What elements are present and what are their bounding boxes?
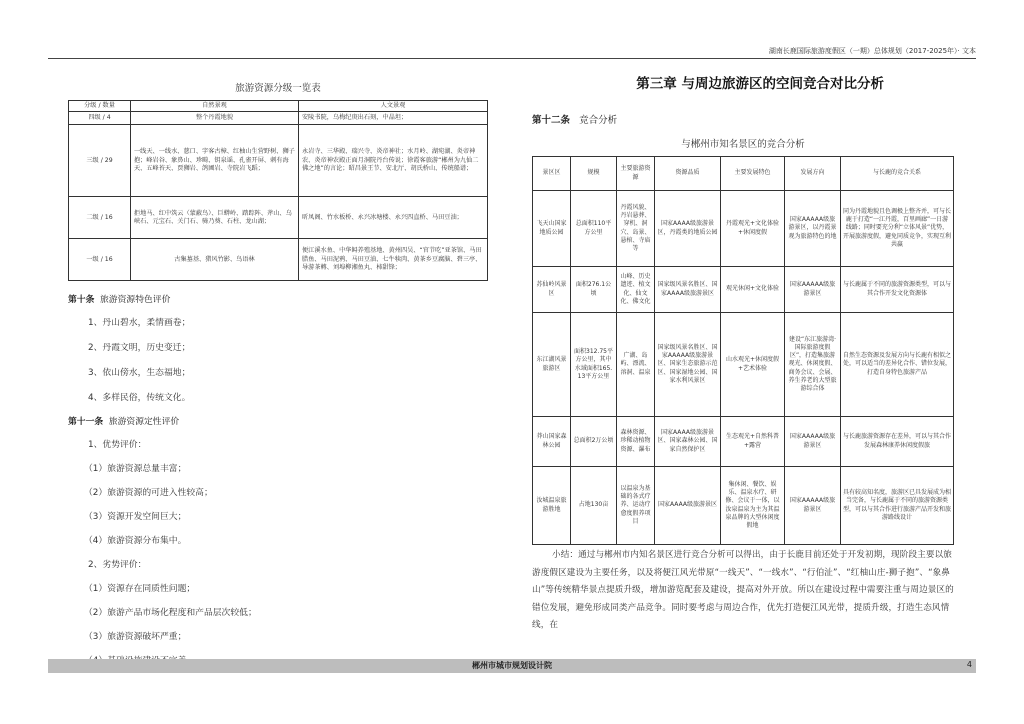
table-header: 主要旅游资源 bbox=[617, 157, 655, 191]
level-cell: 三级 / 29 bbox=[69, 125, 131, 197]
level-cell: 四级 / 4 bbox=[69, 112, 131, 125]
table-cell: 国家AAAA级旅游景区、国家森林公园、国家自然保护区 bbox=[655, 417, 721, 467]
table-cell: 国家AAAAA级旅游景区 bbox=[785, 267, 841, 313]
article-12-heading bbox=[532, 112, 954, 126]
article-number: 第十一条 bbox=[68, 417, 104, 428]
table-header: 发展方向 bbox=[785, 157, 841, 191]
table-cell: 面积312.75平方公里，其中水域面积165.13平方公里 bbox=[571, 313, 617, 417]
article-10-heading bbox=[68, 289, 488, 311]
article-number: 第十条 bbox=[68, 295, 95, 306]
right-page bbox=[532, 62, 954, 635]
table-cell: 与长鹿属于不同的旅游资源类型，可以与其合作开发文化资源体 bbox=[841, 267, 954, 313]
list-item: （3）旅游资源破坏严重； bbox=[84, 632, 187, 643]
table-row bbox=[533, 417, 954, 467]
table-header: 资源品质 bbox=[655, 157, 721, 191]
natural-cell: 拒地马、红中筑云（蒙蔽鸟）、巨蟒岭、踏踪阵、斧山、乌峡石、元宝石、关门石、骑乃葵、石柱、龙山湖； bbox=[131, 197, 299, 239]
table-header: 分级 / 数量 bbox=[69, 101, 131, 112]
footer-institute: 郴州市城市规划设计院 bbox=[472, 661, 552, 670]
article-10 bbox=[68, 289, 488, 411]
table-cell: 面积276.1公顷 bbox=[571, 267, 617, 313]
table-cell: 国家级风景名胜区、国家AAAA级旅游景区 bbox=[655, 267, 721, 313]
natural-cell: 整个丹霞地貌 bbox=[131, 112, 299, 125]
table-row bbox=[533, 267, 954, 313]
chapter-title: 第三章 与周边旅游区的空间竞合对比分析 bbox=[636, 76, 884, 92]
table-cell: 与长鹿旅游资源存在差异，可以与其合作发展森林康养休闲度假旅 bbox=[841, 417, 954, 467]
article-11 bbox=[68, 411, 488, 673]
article-title: 竞合分析 bbox=[579, 115, 618, 126]
table-cell: 山峰、历史遗迹、植文化、仙文化、佛文化 bbox=[617, 267, 655, 313]
table-header: 与长鹿的竞合关系 bbox=[841, 157, 954, 191]
table-cell: 丹霞观光+文化体验+休闲度假 bbox=[721, 191, 785, 267]
table-cell: 莽山国家森林公园 bbox=[533, 417, 571, 467]
list-item: 1、丹山碧水，柔情画卷； bbox=[88, 318, 191, 329]
cultural-cell: 永岩寺、三华殿、瑞兴寺、炎帝神社；水月岭、湖宛湖、炎帝神农、炎帝神农殿正面月洞院丹台传说；徐霞客旅游“郴州为九仙二佛之地”的言论；昭昌景王节、安北厅、胡氏桥山、传统船谱； bbox=[299, 125, 488, 197]
table-row bbox=[69, 239, 488, 281]
level-cell: 一级 / 16 bbox=[69, 239, 131, 281]
summary-paragraph: 小结：通过与郴州市内知名景区进行竞合分析可以得出，由于长鹿目前还处于开发初期，现阶段主要以旅游度假区建设为主要任务，以及将便江风光带原“一线天”、“一线水”、“行伯沚”、“红柚山庄-狮子抱”、“象鼻山”等传统精华景点提质升级，增加游览配套及建设，提高对外开放。所以在建设过程中需要注重与周边景区的错位发展，避免形成同类产品竞争。同时要考虑与周边合作，优先打造便江风光带，提质升级，打造生态风情线，在 bbox=[532, 550, 954, 631]
header-divider bbox=[48, 58, 976, 59]
table-cell: 生态观光+自然科普+露营 bbox=[721, 417, 785, 467]
subsection-title: 2、劣势评价： bbox=[88, 560, 147, 571]
table-cell: 具有较高知名度，旅游区已具发展成为相当完备，与长鹿属于不同的旅游资源类型，可以与其合作进行旅游产品开发和旅游路线设计 bbox=[841, 467, 954, 545]
list-item: 3、依山傍水，生态福地； bbox=[88, 368, 191, 379]
left-page bbox=[68, 62, 488, 673]
table-cell: 以温泉为基础的各式疗养、运动疗愈度假养项目 bbox=[617, 467, 655, 545]
cultural-cell: 安陵书院，乌梅纪庚出石刻，中晶坦； bbox=[299, 112, 488, 125]
page-number: 4 bbox=[966, 660, 972, 669]
table-header: 人文景观 bbox=[299, 101, 488, 112]
natural-cell: 一线天、一线水、慈口、字客古樟、红柚山生营野树、狮子抱；峰岩谷、象鼻山、珍畸、钥泉谣、孔雀开屏、刺有海天、五峰苔天、贾狮岩、鸽圃岩、寺院岩飞蹈； bbox=[131, 125, 299, 197]
resource-grade-table bbox=[68, 100, 488, 281]
table-cell: 广湖、岛屿、漂流、溶洞、温泉 bbox=[617, 313, 655, 417]
list-item: （1）旅游资源总量丰富； bbox=[84, 464, 187, 475]
cultural-cell: 昕凤阁、竹水板桥、永兴冰塘楼、永兴四直桥、马田豆油； bbox=[299, 197, 488, 239]
list-item: （2）旅游资源的可进入性较高； bbox=[84, 488, 213, 499]
table-header: 自然景观 bbox=[131, 101, 299, 112]
list-item: 2、丹霞文明，历史变迁； bbox=[88, 343, 191, 354]
list-item: （3）资源开发空间巨大； bbox=[84, 512, 187, 523]
table-row bbox=[533, 191, 954, 267]
table-cell: 苏仙岭风景区 bbox=[533, 267, 571, 313]
table-cell: 国家AAAA级旅游景区 bbox=[655, 467, 721, 545]
table-header-row bbox=[69, 101, 488, 112]
article-title: 旅游资源特色评价 bbox=[100, 295, 171, 306]
list-item: 4、多样民俗，传统文化。 bbox=[88, 393, 191, 404]
table-header: 景区区 bbox=[533, 157, 571, 191]
table-cell: 观光休闲+文化体验 bbox=[721, 267, 785, 313]
table-cell: 飞天山国家地质公园 bbox=[533, 191, 571, 267]
table-cell: 自然生态资源及发展方向与长鹿有相似之处，可以适当的差异化合作、错位发展，打造自身特色旅游产品 bbox=[841, 313, 954, 417]
table-cell: 国家级风景名胜区、国家AAAAA级旅游景区、国家生态旅游示范区、国家湿地公园、国家水利风景区 bbox=[655, 313, 721, 417]
subsection-title: 1、优势评价： bbox=[88, 440, 147, 451]
table-row bbox=[69, 125, 488, 197]
table-cell: 国家AAAAA级旅游景区 bbox=[785, 467, 841, 545]
page-footer bbox=[48, 659, 976, 673]
table-row bbox=[69, 112, 488, 125]
table-header-row bbox=[533, 157, 954, 191]
table-cell: 国家AAAA级旅游景区，丹霞类的地质公园 bbox=[655, 191, 721, 267]
table-cell: 国家AAAAA级旅游景区，以丹霞景观为旅游特色的地 bbox=[785, 191, 841, 267]
competition-table bbox=[532, 156, 954, 545]
table-cell: 国家AAAAA级旅游景区 bbox=[785, 417, 841, 467]
table-cell: 总面积110平方公里 bbox=[571, 191, 617, 267]
table-cell: 占地130亩 bbox=[571, 467, 617, 545]
table-cell: 总面积2万公顷 bbox=[571, 417, 617, 467]
level-cell: 二级 / 16 bbox=[69, 197, 131, 239]
table-header: 规模 bbox=[571, 157, 617, 191]
resource-table-title: 旅游资源分级一览表 bbox=[235, 83, 321, 94]
table-cell: 东江湖风景旅游区 bbox=[533, 313, 571, 417]
list-item: （1）资源存在同质性问题； bbox=[84, 584, 196, 595]
table-cell: 同为丹霞地貌且色调极上整齐并，可与长鹿于打造“一江丹霞，百里画廊”一日游线路；同时要充分利“立体风景”优势，开展旅游度假，避免同质竞争，实现互利共赢 bbox=[841, 191, 954, 267]
running-title: 湖南长鹿国际旅游度假区（一期）总体规划（2017-2025年）· 文本 bbox=[768, 47, 976, 55]
article-number: 第十二条 bbox=[532, 115, 571, 126]
table-cell: 丹霞风貌、丹岩悬葬、穿机、洞穴、岛景、悬棺、寺庙等 bbox=[617, 191, 655, 267]
table-cell: 集休闲、餐饮、娱乐、温泉水疗、研修、会议于一体，以汝泉温泉为主为其温泉品牌的大型休闲度假地 bbox=[721, 467, 785, 545]
list-item: （2）旅游产品市场化程度和产品层次较低； bbox=[84, 608, 257, 619]
list-item: （4）旅游资源分布集中。 bbox=[84, 536, 187, 547]
table-header: 主要发展特色 bbox=[721, 157, 785, 191]
table-cell: 建设“东江旅游湾·国际旅游度假区”，打造集旅游观光、休闲度假、商务会议、会展、养生养老的大型旅游综合体 bbox=[785, 313, 841, 417]
natural-cell: 古集墓基、猎风竹影、鸟语林 bbox=[131, 239, 299, 281]
article-title: 旅游资源定性评价 bbox=[108, 417, 180, 428]
table-row bbox=[533, 467, 954, 545]
table-cell: 山水观光+休闲度假+艺术体验 bbox=[721, 313, 785, 417]
cultural-cell: 便江溪水鱼、中华鲟养殖基地、黄州四吴、“官节吃”亚茶馆、马田腊鱼、马田泥鸦、马田豆油、七牛犊肉、黄茶乡豆腐脑、碧三亭、导游茶轉、刘埠柳湘鱼丸、柿甜锋； bbox=[299, 239, 488, 281]
table-row bbox=[69, 197, 488, 239]
table-row bbox=[533, 313, 954, 417]
article-11-heading bbox=[68, 411, 488, 433]
table-cell: 汝城温泉旅游胜地 bbox=[533, 467, 571, 545]
competition-table-title: 与郴州市知名景区的竞合分析 bbox=[681, 139, 805, 150]
table-cell: 森林资源、珍稀动植物资源、瀑布 bbox=[617, 417, 655, 467]
